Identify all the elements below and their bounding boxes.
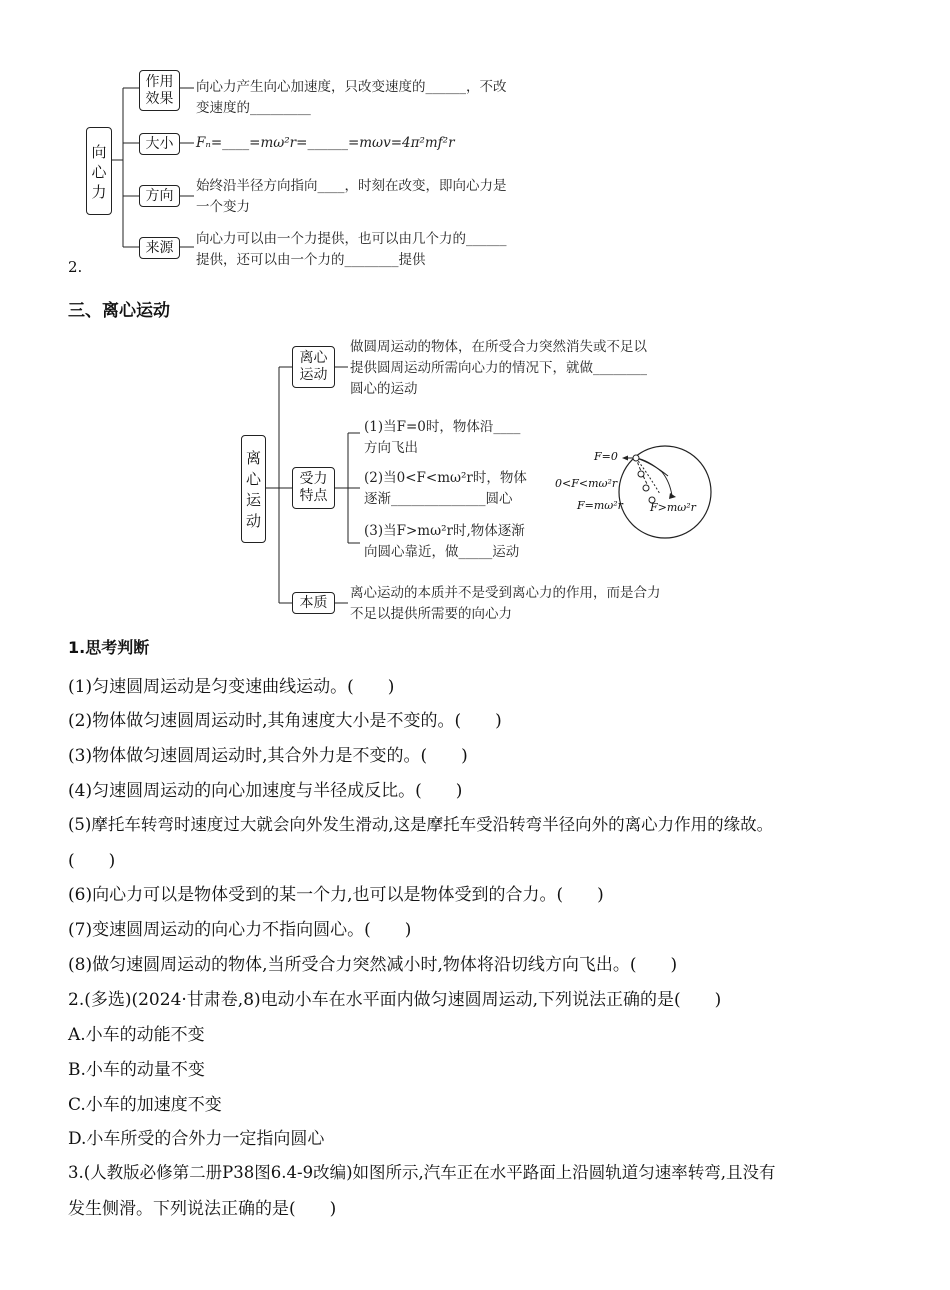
diagram1-number: 2.: [68, 258, 83, 276]
q2-stem: 2.(多选)(2024·甘肃卷,8)电动小车在水平面内做匀速圆周运动,下列说法正确的是( ): [68, 990, 722, 1010]
figure-label-f-between: 0<F<mω²r: [555, 477, 618, 490]
section-title: 三、离心运动: [68, 301, 170, 321]
q2-option-d: D.小车所受的合外力一定指向圆心: [68, 1129, 325, 1149]
diagram2-branch-box-force: [292, 467, 335, 509]
branch-label-effect: 作用 效果: [145, 74, 174, 107]
diagram1-branch-box-direction: [139, 185, 180, 207]
q3-stem-line1: 3.(人教版必修第二册P38图6.4-9改编)如图所示,汽车正在水平路面上沿圆轨道匀速率转弯,且没有: [68, 1163, 776, 1182]
diagram1-root-label: 向 心 力: [91, 143, 107, 201]
diagram1-branch-box-source: [139, 237, 180, 259]
q1-item-7: (7)变速圆周运动的向心力不指向圆心。( ): [68, 920, 412, 940]
diagram1-branch-box-effect: [139, 70, 180, 111]
branch-label-essence: 本质: [299, 595, 328, 611]
force-item2-line1: (2)当0<F<mω²r时，物体: [364, 470, 527, 486]
branch-text-size: Fₙ=____=mω²r=______=mωv=4π²mf²r: [196, 135, 455, 151]
diagram2-branch-box-essence: [292, 592, 335, 614]
diagram1-root-box: [86, 127, 112, 215]
q1-item-6: (6)向心力可以是物体受到的某一个力,也可以是物体受到的合力。( ): [68, 885, 604, 905]
branch-text-direction-2: 一个变力: [196, 199, 250, 215]
centrifugal-text-3: 圆心的运动: [350, 381, 418, 397]
q1-item-5-bracket: ( ): [68, 851, 116, 871]
centrifugal-motion-figure: [619, 446, 711, 538]
branch-label-source: 来源: [145, 240, 174, 256]
diagram1-branch-box-size: [139, 133, 180, 155]
force-item3-line2: 向圆心靠近，做_____运动: [364, 544, 520, 560]
diagram2-branch-box-centrifugal: [292, 346, 335, 388]
branch-text-source-2: 提供，还可以由一个力的________提供: [196, 252, 426, 268]
force-item1-line1: (1)当F=0时，物体沿____: [364, 419, 521, 435]
essence-text-1: 离心运动的本质并不是受到离心力的作用，而是合力: [350, 585, 661, 601]
centrifugal-text-1: 做圆周运动的物体，在所受合力突然消失或不足以: [350, 339, 647, 355]
figure-label-f-gt: F>mω²r: [650, 501, 696, 514]
force-item2-line2: 逐渐______________圆心: [364, 491, 513, 507]
q1-item-8: (8)做匀速圆周运动的物体,当所受合力突然减小时,物体将沿切线方向飞出。( ): [68, 955, 678, 975]
diagram2-root-box: [241, 435, 266, 543]
branch-label-direction: 方向: [145, 188, 174, 204]
branch-text-effect-2: 变速度的_________: [196, 100, 311, 116]
essence-text-2: 不足以提供所需要的向心力: [350, 606, 512, 622]
q1-title: 1.思考判断: [68, 638, 150, 657]
q1-item-1: (1)匀速圆周运动是匀变速曲线运动。( ): [68, 677, 395, 697]
figure-label-f0: F=0: [594, 450, 618, 463]
centrifugal-text-2: 提供圆周运动所需向心力的情况下，就做________: [350, 360, 647, 376]
q2-option-a: A.小车的动能不变: [68, 1025, 205, 1045]
branch-label-centrifugal: 离心 运动: [299, 350, 328, 383]
branch-text-source-1: 向心力可以由一个力提供，也可以由几个力的______: [196, 231, 507, 247]
force-item1-line2: 方向飞出: [364, 440, 418, 456]
q2-option-b: B.小车的动量不变: [68, 1060, 205, 1080]
q1-item-4: (4)匀速圆周运动的向心加速度与半径成反比。( ): [68, 781, 463, 801]
q1-item-2: (2)物体做匀速圆周运动时,其角速度大小是不变的。( ): [68, 711, 502, 731]
figure-label-f-eq: F=mω²r: [577, 499, 623, 512]
q2-option-c: C.小车的加速度不变: [68, 1095, 222, 1115]
diagram2-root-label: 离 心 运 动: [245, 449, 261, 530]
q3-stem-line2: 发生侧滑。下列说法正确的是( ): [68, 1199, 337, 1219]
branch-text-direction-1: 始终沿半径方向指向____，时刻在改变，即向心力是: [196, 178, 507, 194]
branch-label-size: 大小: [145, 136, 174, 152]
branch-text-effect-1: 向心力产生向心加速度，只改变速度的______，不改: [196, 79, 507, 95]
q1-item-5: (5)摩托车转弯时速度过大就会向外发生滑动,这是摩托车受沿转弯半径向外的离心力作用的缘故。: [68, 815, 774, 834]
branch-label-force: 受力 特点: [299, 471, 328, 504]
q1-item-3: (3)物体做匀速圆周运动时,其合外力是不变的。( ): [68, 746, 468, 766]
force-item3-line1: (3)当F>mω²r时,物体逐渐: [364, 523, 525, 539]
